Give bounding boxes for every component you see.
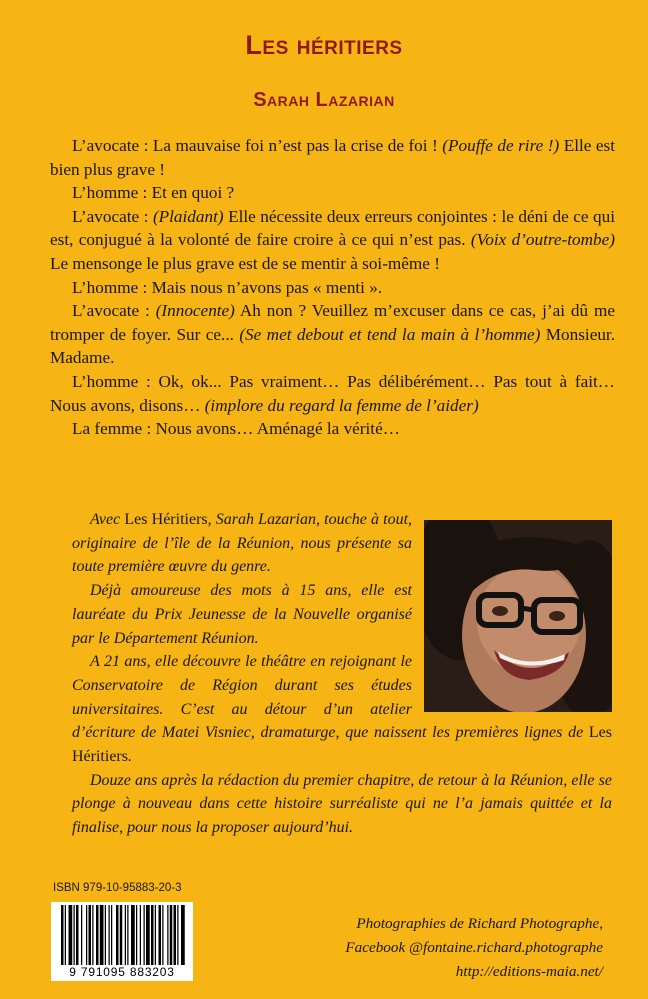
barcode-bar — [174, 905, 177, 965]
play-excerpt — [50, 134, 615, 441]
barcode-bar — [116, 905, 119, 965]
barcode-bar — [151, 905, 154, 965]
isbn-label: ISBN 979-10-95883-20-3 — [53, 882, 182, 894]
barcode-digits: 9 791095 883203 — [69, 965, 175, 979]
author-name: Sarah Lazarian — [253, 89, 395, 111]
bio-paragraph: Avec Les Héritiers, Sarah Lazarian, touche à tout, originaire de l’île de la Réunion, nous présente sa toute première œuvre du genre. — [72, 511, 413, 576]
barcode-bar — [140, 905, 141, 965]
barcode-bar — [177, 905, 178, 965]
excerpt-paragraph: L’avocate : La mauvaise foi n’est pas la crise de foi ! (Pouffe de rire !) Elle est bien plus grave ! — [50, 136, 615, 179]
barcode-bar — [74, 905, 75, 965]
barcode-bar — [127, 905, 128, 965]
publisher-url[interactable]: http://editions-maia.net/ — [455, 963, 603, 980]
barcode-bar — [131, 905, 135, 965]
barcode-bar — [65, 905, 66, 965]
barcode-bar — [81, 905, 82, 965]
barcode-bar — [69, 905, 73, 965]
barcode-bar — [136, 905, 137, 965]
excerpt-paragraph: L’homme : Et en quoi ? — [72, 183, 235, 203]
barcode-bars — [51, 905, 193, 967]
barcode-bar — [170, 905, 173, 965]
barcode-bar — [111, 905, 112, 965]
bio-paragraph: Déjà amoureuse des mots à 15 ans, elle est lauréate du Prix Jeunesse de la Nouvelle organisé par le Département Réunion. — [72, 582, 412, 647]
author-photo — [424, 520, 612, 712]
credit-photographer: Photographies de Richard Photographe, — [356, 915, 603, 932]
book-title: Les héritiers — [245, 30, 403, 60]
barcode-bar — [61, 905, 64, 965]
bio-paragraph: Douze ans après la rédaction du premier chapitre, de retour à la Réunion, elle se plonge à nouveau dans cette histoire surréaliste qui ne l’a jamais quittée et la finalise, pour nous la proposer aujourd’hui. — [72, 771, 612, 837]
author-portrait-illustration — [424, 520, 612, 712]
barcode-bar — [96, 905, 99, 965]
excerpt-paragraph: L’avocate : (Innocente) Ah non ? Veuillez m’excuser dans ce cas, j’ai dû me tromper de foyer. Sur ce... (Se met debout et tend la main à l’homme) Monsieur. Madame. — [50, 301, 615, 368]
excerpt-paragraph: L’homme : Ok, ok... Pas vraiment… Pas délibérément… Pas tout à fait… Nous avons, disons… (implore du regard la femme de l’aider) — [50, 371, 615, 415]
excerpt-paragraph: L’homme : Mais nous n’avons pas « menti ». — [72, 277, 383, 297]
excerpt-paragraph: L’avocate : (Plaidant) Elle nécessite deux erreurs conjointes : le déni de ce qui est, conjugué à la volonté de faire croire à ce qui n’est pas. (Voix d’outre-tombe) Le mensonge le plus grave est de se mentir à soi-même ! — [50, 206, 615, 273]
barcode-bar — [162, 905, 163, 965]
excerpt-paragraph: La femme : Nous avons… Aménagé la vérité… — [72, 419, 400, 439]
barcode-bar — [92, 905, 93, 965]
barcode-bar — [125, 905, 126, 965]
photo-credits — [283, 912, 603, 984]
barcode-bar — [76, 905, 79, 965]
barcode-bar — [86, 905, 87, 965]
credit-facebook: Facebook @fontaine.richard.photographe — [345, 939, 603, 956]
barcode-bar — [181, 905, 185, 965]
barcode-bar — [144, 905, 145, 965]
barcode-bar — [109, 905, 110, 965]
barcode-bar — [105, 905, 106, 965]
barcode-bar — [167, 905, 168, 965]
barcode-bar — [100, 905, 104, 965]
barcode-bar — [89, 905, 92, 965]
barcode-bar — [155, 905, 156, 965]
barcode-bar — [146, 905, 150, 965]
barcode — [51, 902, 193, 981]
author-bio — [72, 508, 612, 840]
barcode-bar — [120, 905, 123, 965]
bio-paragraph: A 21 ans, elle découvre le théâtre en rejoignant le Conservatoire de Région durant ses études universitaires. C’est au détour d’un atelier d’écriture de Matei Visniec, dramaturge, que naissent les premières lignes de Les Héritiers. — [72, 653, 612, 766]
barcode-bar — [159, 905, 162, 965]
